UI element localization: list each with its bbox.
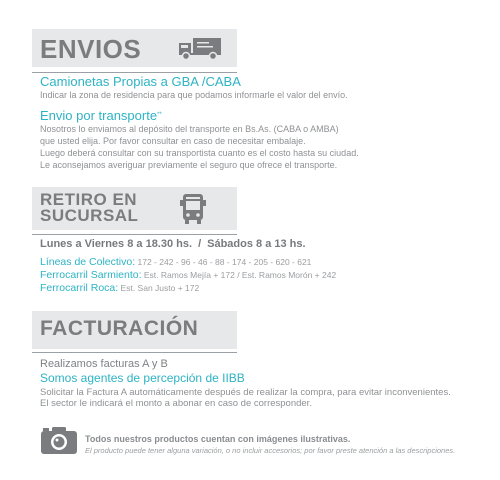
facturacion-title: FACTURACIÓN bbox=[40, 317, 199, 340]
envios-propias bbox=[40, 74, 490, 101]
facturacion-text: Solicitar la Factura A automáticamente después de realizar la compra, para evitar inconvenientes. El sector le indicará el monto a abonar en caso de corresponder. bbox=[40, 387, 451, 409]
retiro-banner bbox=[32, 187, 237, 230]
truck-icon bbox=[177, 35, 227, 61]
disclaimer bbox=[85, 433, 492, 456]
envios-divider bbox=[32, 72, 237, 73]
facturacion-divider bbox=[32, 352, 237, 353]
route-sarmiento: Ferrocarril Sarmiento: Est. Ramos Mejía + 172 / Est. Ramos Morón + 242 bbox=[40, 269, 337, 281]
route-roca: Ferrocarril Roca: Est. San Justo + 172 bbox=[40, 282, 200, 294]
camera-icon bbox=[40, 425, 78, 455]
retiro-hours: Lunes a Viernes 8 a 18.30 hs. / Sábados 8 a 13 hs. bbox=[40, 238, 306, 250]
facturacion-intro: Realizamos facturas A y B bbox=[40, 358, 168, 370]
disclaimer-bold: Todos nuestros productos cuentan con imágenes ilustrativas. bbox=[85, 434, 351, 444]
retiro-info bbox=[40, 237, 490, 295]
retiro-title: RETIRO EN SUCURSAL bbox=[40, 190, 139, 225]
transporte-heading: Envio por transporte** bbox=[40, 108, 162, 123]
transporte-text: Nosotros lo enviamos al depósito del transporte en Bs.As. (CABA o AMBA) que usted elija. Por favor consultar en caso de necesitar embalaje. Luego deberá consultar con su transportista cuanto es el costo hasta su ciudad. Le aconsejamos averiguar previamente el seguro que ofrece el transporte. bbox=[40, 124, 359, 170]
route-colectivo: Líneas de Colectivo: 172 - 242 - 96 - 46 - 88 - 174 - 205 - 620 - 621 bbox=[40, 256, 312, 268]
retiro-divider bbox=[32, 234, 237, 235]
propias-heading: Camionetas Propias a GBA /CABA bbox=[40, 74, 241, 89]
facturacion-info bbox=[40, 358, 490, 409]
envios-banner bbox=[32, 29, 237, 67]
bus-icon bbox=[180, 192, 206, 226]
retiro-routes bbox=[40, 256, 490, 295]
propias-text: Indicar la zona de residencia para que podamos informarle el valor del envío. bbox=[40, 90, 348, 100]
envios-title: ENVIOS bbox=[40, 34, 142, 64]
envios-transporte bbox=[40, 108, 490, 171]
facturacion-banner bbox=[32, 311, 237, 349]
facturacion-heading: Somos agentes de percepción de IIBB bbox=[40, 371, 245, 385]
disclaimer-italic: El producto puede tener alguna variación, o no incluir accesorios; por favor preste atención a las descripciones. bbox=[85, 446, 456, 455]
